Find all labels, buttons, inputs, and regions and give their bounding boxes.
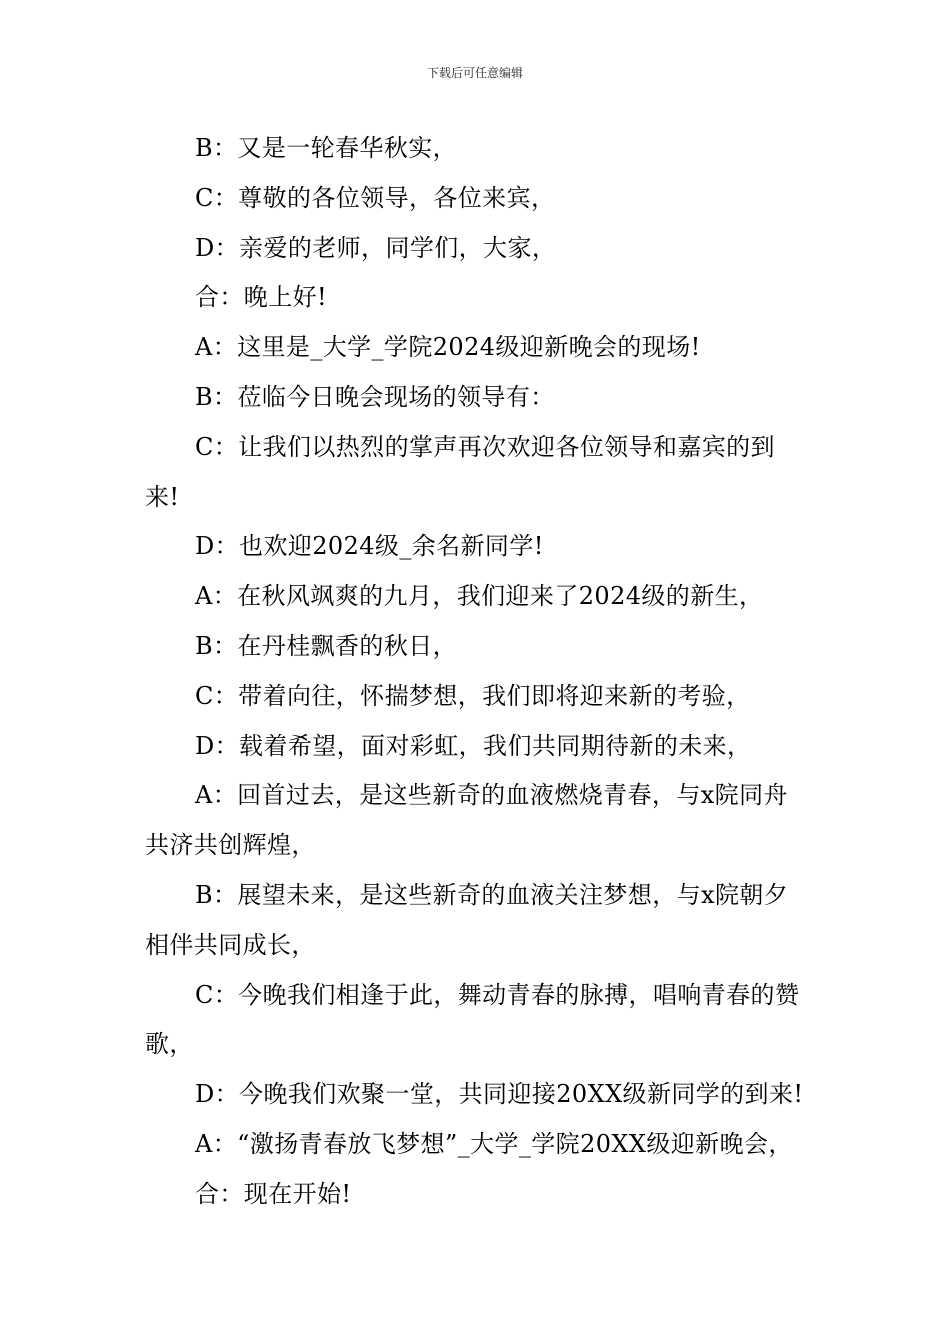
paragraph: B：又是一轮春华秋实， bbox=[195, 134, 458, 162]
paragraph: D：载着希望，面对彩虹，我们共同期待新的未来， bbox=[195, 731, 752, 760]
paragraph: D：也欢迎2024级_余名新同学! bbox=[195, 532, 544, 561]
paragraph: D：今晚我们欢聚一堂，共同迎接20XX级新同学的到来! bbox=[195, 1080, 804, 1109]
paragraph: A：回首过去，是这些新奇的血液燃烧青春，与x院同舟共济共创辉煌， bbox=[145, 781, 788, 860]
paragraph: C：让我们以热烈的掌声再次欢迎各位领导和嘉宾的到来! bbox=[145, 432, 775, 511]
paragraph: B：展望未来，是这些新奇的血液关注梦想，与x院朝夕相伴共同成长， bbox=[145, 880, 789, 959]
paragraph: D：亲爱的老师，同学们，大家， bbox=[195, 233, 557, 262]
paragraph: C：带着向往，怀揣梦想，我们即将迎来新的考验， bbox=[195, 681, 751, 710]
paragraph: B：莅临今日晚会现场的领导有： bbox=[195, 382, 555, 411]
page-header: 下载后可任意编辑 bbox=[426, 66, 523, 80]
paragraph: B：在丹桂飘香的秋日， bbox=[195, 631, 458, 660]
paragraph: C：今晚我们相逢于此，舞动青春的脉搏，唱响青春的赞歌， bbox=[145, 980, 800, 1059]
paragraph: A：“激扬青春放飞梦想”_大学_学院20XX级迎新晚会， bbox=[195, 1129, 793, 1158]
paragraph: C：尊敬的各位领导，各位来宾， bbox=[195, 183, 556, 212]
document-body bbox=[145, 124, 807, 1220]
paragraph: A：在秋风飒爽的九月，我们迎来了2024级的新生， bbox=[195, 582, 764, 611]
paragraph: 合：现在开始! bbox=[195, 1179, 352, 1208]
paragraph: A：这里是_大学_学院2024级迎新晚会的现场! bbox=[195, 333, 701, 362]
paragraph: 合：晚上好! bbox=[195, 283, 328, 312]
